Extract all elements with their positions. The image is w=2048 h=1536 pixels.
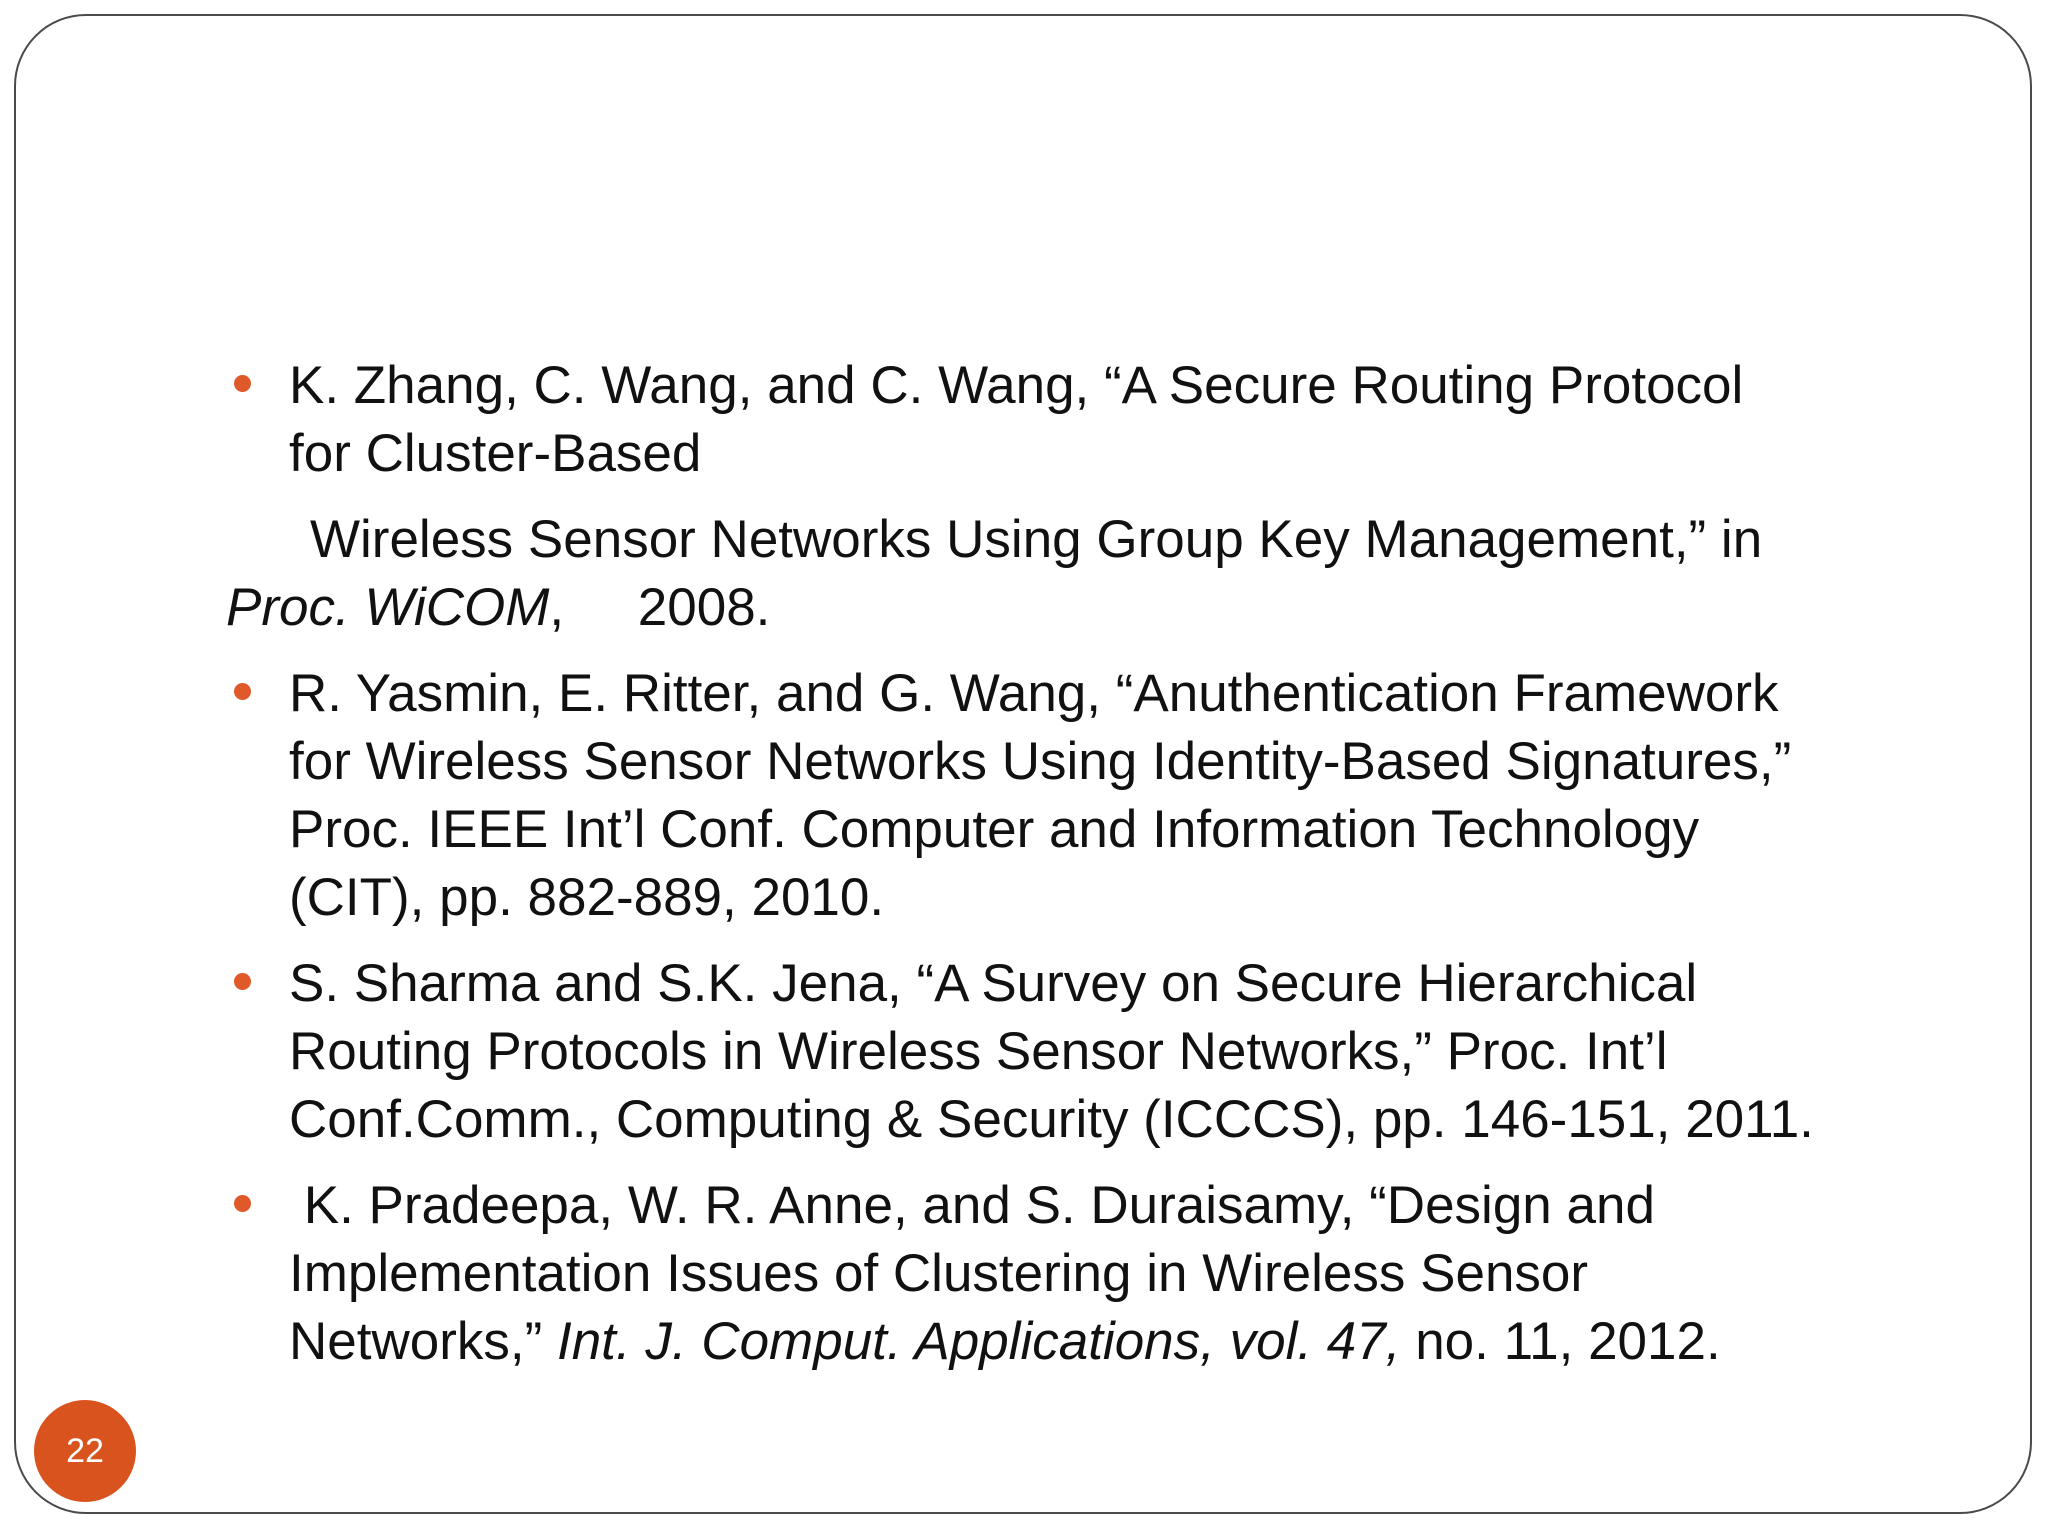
reference-line: [226, 574, 770, 642]
reference-line: for Cluster-Based: [289, 424, 702, 483]
bullet-dot-icon: [234, 973, 251, 990]
reference-year: , 2008.: [549, 578, 771, 637]
reference-line: (CIT), pp. 882-889, 2010.: [289, 868, 885, 927]
reference-line: Implementation Issues of Clustering in Wireless Sensor: [289, 1244, 1589, 1303]
venue-italic: Int. J. Comput. Applications, vol. 47,: [556, 1312, 1401, 1371]
reference-line: K. Zhang, C. Wang, and C. Wang, “A Secure Routing Protocol: [289, 356, 1744, 415]
reference-list: [16, 16, 2030, 1512]
reference-line: for Wireless Sensor Networks Using Identity-Based Signatures,”: [289, 732, 1792, 791]
reference-text: no. 11, 2012.: [1400, 1312, 1721, 1371]
reference-line: S. Sharma and S.K. Jena, “A Survey on Secure Hierarchical: [289, 954, 1698, 1013]
reference-line: R. Yasmin, E. Ritter, and G. Wang, “Anuthentication Framework: [289, 664, 1779, 723]
reference-line: K. Pradeepa, W. R. Anne, and S. Duraisamy, “Design and: [289, 1176, 1655, 1235]
reference-text: Networks,”: [289, 1312, 557, 1371]
bullet-dot-icon: [234, 1195, 251, 1212]
reference-line: Routing Protocols in Wireless Sensor Networks,” Proc. Int’l: [289, 1022, 1668, 1081]
page-number-badge: 22: [34, 1400, 136, 1502]
bullet-dot-icon: [234, 683, 251, 700]
reference-line: Proc. IEEE Int’l Conf. Computer and Information Technology: [289, 800, 1700, 859]
bullet-dot-icon: [234, 375, 251, 392]
reference-line: Wireless Sensor Networks Using Group Key Management,” in: [310, 510, 1763, 569]
reference-line: Conf.Comm., Computing & Security (ICCCS), pp. 146-151, 2011.: [289, 1090, 1814, 1149]
reference-line: [289, 1308, 1721, 1376]
slide-frame: [14, 14, 2032, 1514]
venue-italic: Proc. WiCOM: [226, 578, 550, 637]
